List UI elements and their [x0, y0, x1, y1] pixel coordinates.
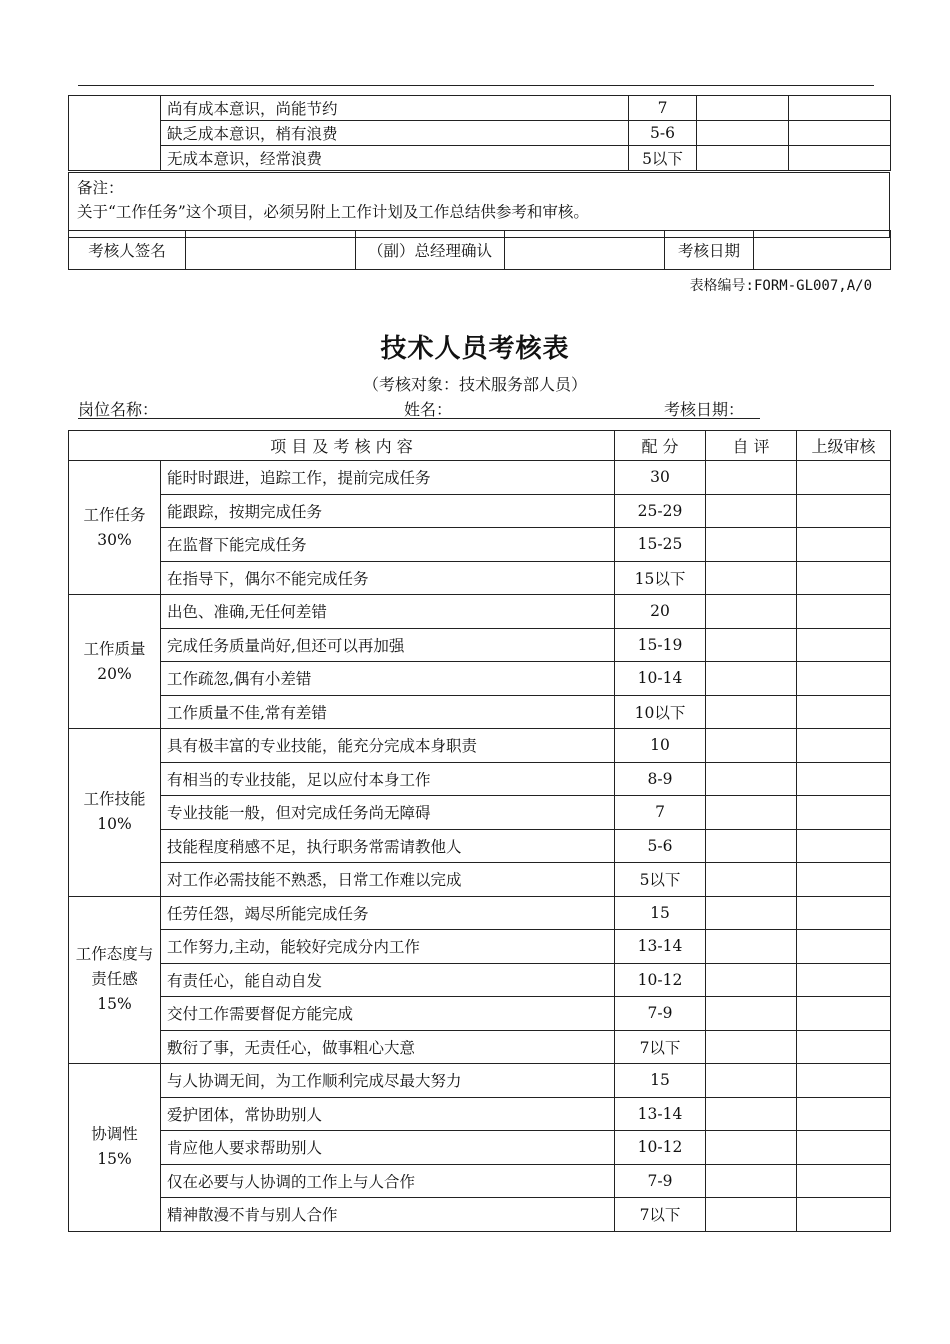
criteria-text: 工作努力,主动，能较好完成分内工作 [161, 930, 615, 964]
supervisor-cell[interactable] [797, 963, 891, 997]
criteria-text: 任劳任怨，竭尽所能完成任务 [161, 896, 615, 930]
remarks-text: 关于“工作任务”这个项目，必须另附上工作计划及工作总结供参考和审核。 [77, 203, 589, 221]
criteria-text: 能跟踪，按期完成任务 [161, 494, 615, 528]
table-row [69, 997, 891, 1031]
score-range: 25-29 [615, 494, 706, 528]
supervisor-cell[interactable] [797, 595, 891, 629]
supervisor-cell[interactable] [797, 628, 891, 662]
supervisor-cell[interactable] [797, 829, 891, 863]
supervisor-cell[interactable] [797, 762, 891, 796]
score-range: 10-12 [615, 1131, 706, 1165]
self-eval-cell[interactable] [706, 796, 797, 830]
table-row [69, 829, 891, 863]
criteria-text: 与人协调无间，为工作顺利完成尽最大努力 [161, 1064, 615, 1098]
supervisor-cell[interactable] [797, 997, 891, 1031]
self-eval-cell[interactable] [706, 1064, 797, 1098]
criteria-text: 肯应他人要求帮助别人 [161, 1131, 615, 1165]
self-eval-cell[interactable] [706, 829, 797, 863]
criteria-text: 精神散漫不肯与别人合作 [161, 1198, 615, 1232]
score-range: 15-25 [615, 528, 706, 562]
page-title: 技术人员考核表 [380, 334, 570, 364]
table-row [69, 628, 891, 662]
self-eval-cell[interactable] [706, 1030, 797, 1064]
criteria-text: 交付工作需要督促方能完成 [161, 997, 615, 1031]
remarks-label: 备注： [77, 179, 124, 197]
review-date-field[interactable] [754, 231, 891, 270]
reviewer-signature-label: 考核人签名 [69, 231, 186, 270]
supervisor-cell[interactable] [797, 729, 891, 763]
supervisor-cell[interactable] [797, 863, 891, 897]
table-row [69, 461, 891, 495]
score-range: 7 [615, 796, 706, 830]
criteria-text: 爱护团体，常协助别人 [161, 1097, 615, 1131]
supervisor-cell[interactable] [797, 1164, 891, 1198]
score-range: 5以下 [615, 863, 706, 897]
self-eval-cell[interactable] [706, 561, 797, 595]
self-eval-cell[interactable] [706, 1164, 797, 1198]
score-range: 10-14 [615, 662, 706, 696]
info-line [78, 397, 760, 419]
table-row [69, 762, 891, 796]
table-row [69, 121, 891, 146]
score-range: 10以下 [615, 695, 706, 729]
table-header [69, 431, 891, 461]
self-eval-cell[interactable] [706, 695, 797, 729]
category-name: 协调性 [91, 1125, 138, 1144]
info-underline[interactable] [78, 418, 760, 419]
supervisor-cell[interactable] [797, 896, 891, 930]
self-eval-cell[interactable] [706, 896, 797, 930]
review-date-label: 考核日期 [665, 231, 754, 270]
remarks-cell [69, 173, 890, 238]
category-weight: 15% [97, 1150, 132, 1169]
position-label: 岗位名称： [78, 400, 159, 419]
supervisor-cell[interactable] [797, 461, 891, 495]
criteria-text: 在指导下，偶尔不能完成任务 [161, 561, 615, 595]
score-range: 20 [615, 595, 706, 629]
score-range: 13-14 [615, 1097, 706, 1131]
self-eval-cell[interactable] [706, 729, 797, 763]
category-weight: 30% [97, 530, 132, 549]
criteria-text: 仅在必要与人协调的工作上与人合作 [161, 1164, 615, 1198]
supervisor-cell[interactable] [797, 796, 891, 830]
score-range: 5以下 [629, 146, 697, 171]
category-cell [69, 729, 161, 897]
category-weight: 20% [97, 664, 132, 683]
self-eval-cell[interactable] [706, 997, 797, 1031]
criteria-text: 缺乏成本意识，梢有浪费 [161, 121, 629, 146]
name-label: 姓名： [404, 400, 453, 419]
self-eval-cell[interactable] [706, 628, 797, 662]
self-eval-cell[interactable] [706, 963, 797, 997]
table-row [69, 963, 891, 997]
manager-confirm-label: （副）总经理确认 [356, 231, 505, 270]
score-range: 7-9 [615, 1164, 706, 1198]
table-row [69, 930, 891, 964]
table-row [69, 146, 891, 171]
score-range: 7-9 [615, 997, 706, 1031]
self-eval-cell[interactable] [706, 1198, 797, 1232]
criteria-text: 能时时跟进，追踪工作，提前完成任务 [161, 461, 615, 495]
date-label: 考核日期： [664, 400, 745, 419]
criteria-text: 有相当的专业技能，足以应付本身工作 [161, 762, 615, 796]
score-range: 30 [615, 461, 706, 495]
table-row [69, 595, 891, 629]
score-range: 15-19 [615, 628, 706, 662]
table-row [69, 863, 891, 897]
table-row [69, 1064, 891, 1098]
table-row [69, 1097, 891, 1131]
criteria-text: 无成本意识，经常浪费 [161, 146, 629, 171]
score-range: 5-6 [615, 829, 706, 863]
category-name: 工作质量 [83, 639, 146, 658]
supervisor-cell[interactable] [797, 930, 891, 964]
supervisor-cell[interactable] [789, 96, 891, 121]
score-range: 8-9 [615, 762, 706, 796]
self-eval-cell[interactable] [697, 96, 789, 121]
table-row [69, 561, 891, 595]
supervisor-cell[interactable] [797, 1131, 891, 1165]
criteria-text: 具有极丰富的专业技能，能充分完成本身职责 [161, 729, 615, 763]
cost-awareness-table [68, 95, 891, 171]
self-eval-cell[interactable] [706, 461, 797, 495]
assessment-table [68, 430, 891, 1232]
header-rule [78, 85, 874, 86]
criteria-text: 工作疏忽,偶有小差错 [161, 662, 615, 696]
reviewer-signature-field[interactable] [186, 231, 356, 270]
criteria-text: 工作质量不佳,常有差错 [161, 695, 615, 729]
self-eval-cell[interactable] [706, 494, 797, 528]
category-name: 工作技能 [83, 790, 146, 809]
self-eval-cell[interactable] [697, 121, 789, 146]
score-range: 10-12 [615, 963, 706, 997]
table-row [69, 896, 891, 930]
criteria-text: 有责任心，能自动自发 [161, 963, 615, 997]
page-subtitle: （考核对象：技术服务部人员） [362, 375, 587, 394]
self-eval-cell[interactable] [706, 762, 797, 796]
table-row [69, 695, 891, 729]
score-range: 7 [629, 96, 697, 121]
self-eval-cell[interactable] [706, 528, 797, 562]
criteria-text: 对工作必需技能不熟悉，日常工作难以完成 [161, 863, 615, 897]
criteria-text: 敷衍了事，无责任心，做事粗心大意 [161, 1030, 615, 1064]
form-number: 表格编号:FORM-GL007,A/0 [689, 278, 872, 294]
category-cell [69, 96, 161, 171]
supervisor-cell[interactable] [797, 695, 891, 729]
category-cell [69, 896, 161, 1064]
criteria-text: 完成任务质量尚好,但还可以再加强 [161, 628, 615, 662]
header-self-eval: 自 评 [706, 431, 797, 461]
supervisor-cell[interactable] [797, 561, 891, 595]
category-cell [69, 461, 161, 595]
supervisor-cell[interactable] [797, 1198, 891, 1232]
self-eval-cell[interactable] [706, 930, 797, 964]
supervisor-cell[interactable] [797, 1030, 891, 1064]
table-row [69, 528, 891, 562]
category-weight: 10% [97, 815, 132, 834]
table-row [69, 796, 891, 830]
score-range: 5-6 [629, 121, 697, 146]
self-eval-cell[interactable] [697, 146, 789, 171]
table-row [69, 662, 891, 696]
score-range: 15 [615, 896, 706, 930]
self-eval-cell[interactable] [706, 1131, 797, 1165]
criteria-text: 出色、准确,无任何差错 [161, 595, 615, 629]
manager-confirm-field[interactable] [505, 231, 665, 270]
header-items: 项 目 及 考 核 内 容 [69, 431, 615, 461]
table-row [69, 1030, 891, 1064]
score-range: 15以下 [615, 561, 706, 595]
supervisor-cell[interactable] [789, 146, 891, 171]
score-range: 7以下 [615, 1198, 706, 1232]
criteria-text: 尚有成本意识，尚能节约 [161, 96, 629, 121]
supervisor-cell[interactable] [797, 1064, 891, 1098]
header-supervisor: 上级审核 [797, 431, 891, 461]
signature-table [68, 230, 891, 270]
supervisor-cell[interactable] [797, 1097, 891, 1131]
criteria-text: 技能程度稍感不足，执行职务常需请教他人 [161, 829, 615, 863]
table-row [69, 494, 891, 528]
table-row [69, 729, 891, 763]
remarks-table [68, 172, 890, 238]
criteria-text: 在监督下能完成任务 [161, 528, 615, 562]
score-range: 10 [615, 729, 706, 763]
category-name: 工作任务 [83, 505, 146, 524]
table-row [69, 1164, 891, 1198]
table-row [69, 1198, 891, 1232]
category-name: 工作态度与责任感 [75, 945, 154, 989]
self-eval-cell[interactable] [706, 662, 797, 696]
supervisor-cell[interactable] [797, 662, 891, 696]
self-eval-cell[interactable] [706, 863, 797, 897]
self-eval-cell[interactable] [706, 1097, 797, 1131]
header-score: 配 分 [615, 431, 706, 461]
score-range: 7以下 [615, 1030, 706, 1064]
self-eval-cell[interactable] [706, 595, 797, 629]
table-row [69, 96, 891, 121]
table-row [69, 1131, 891, 1165]
category-cell [69, 595, 161, 729]
score-range: 15 [615, 1064, 706, 1098]
supervisor-cell[interactable] [797, 528, 891, 562]
category-cell [69, 1064, 161, 1232]
supervisor-cell[interactable] [797, 494, 891, 528]
supervisor-cell[interactable] [789, 121, 891, 146]
category-weight: 15% [97, 995, 132, 1014]
score-range: 13-14 [615, 930, 706, 964]
criteria-text: 专业技能一般，但对完成任务尚无障碍 [161, 796, 615, 830]
